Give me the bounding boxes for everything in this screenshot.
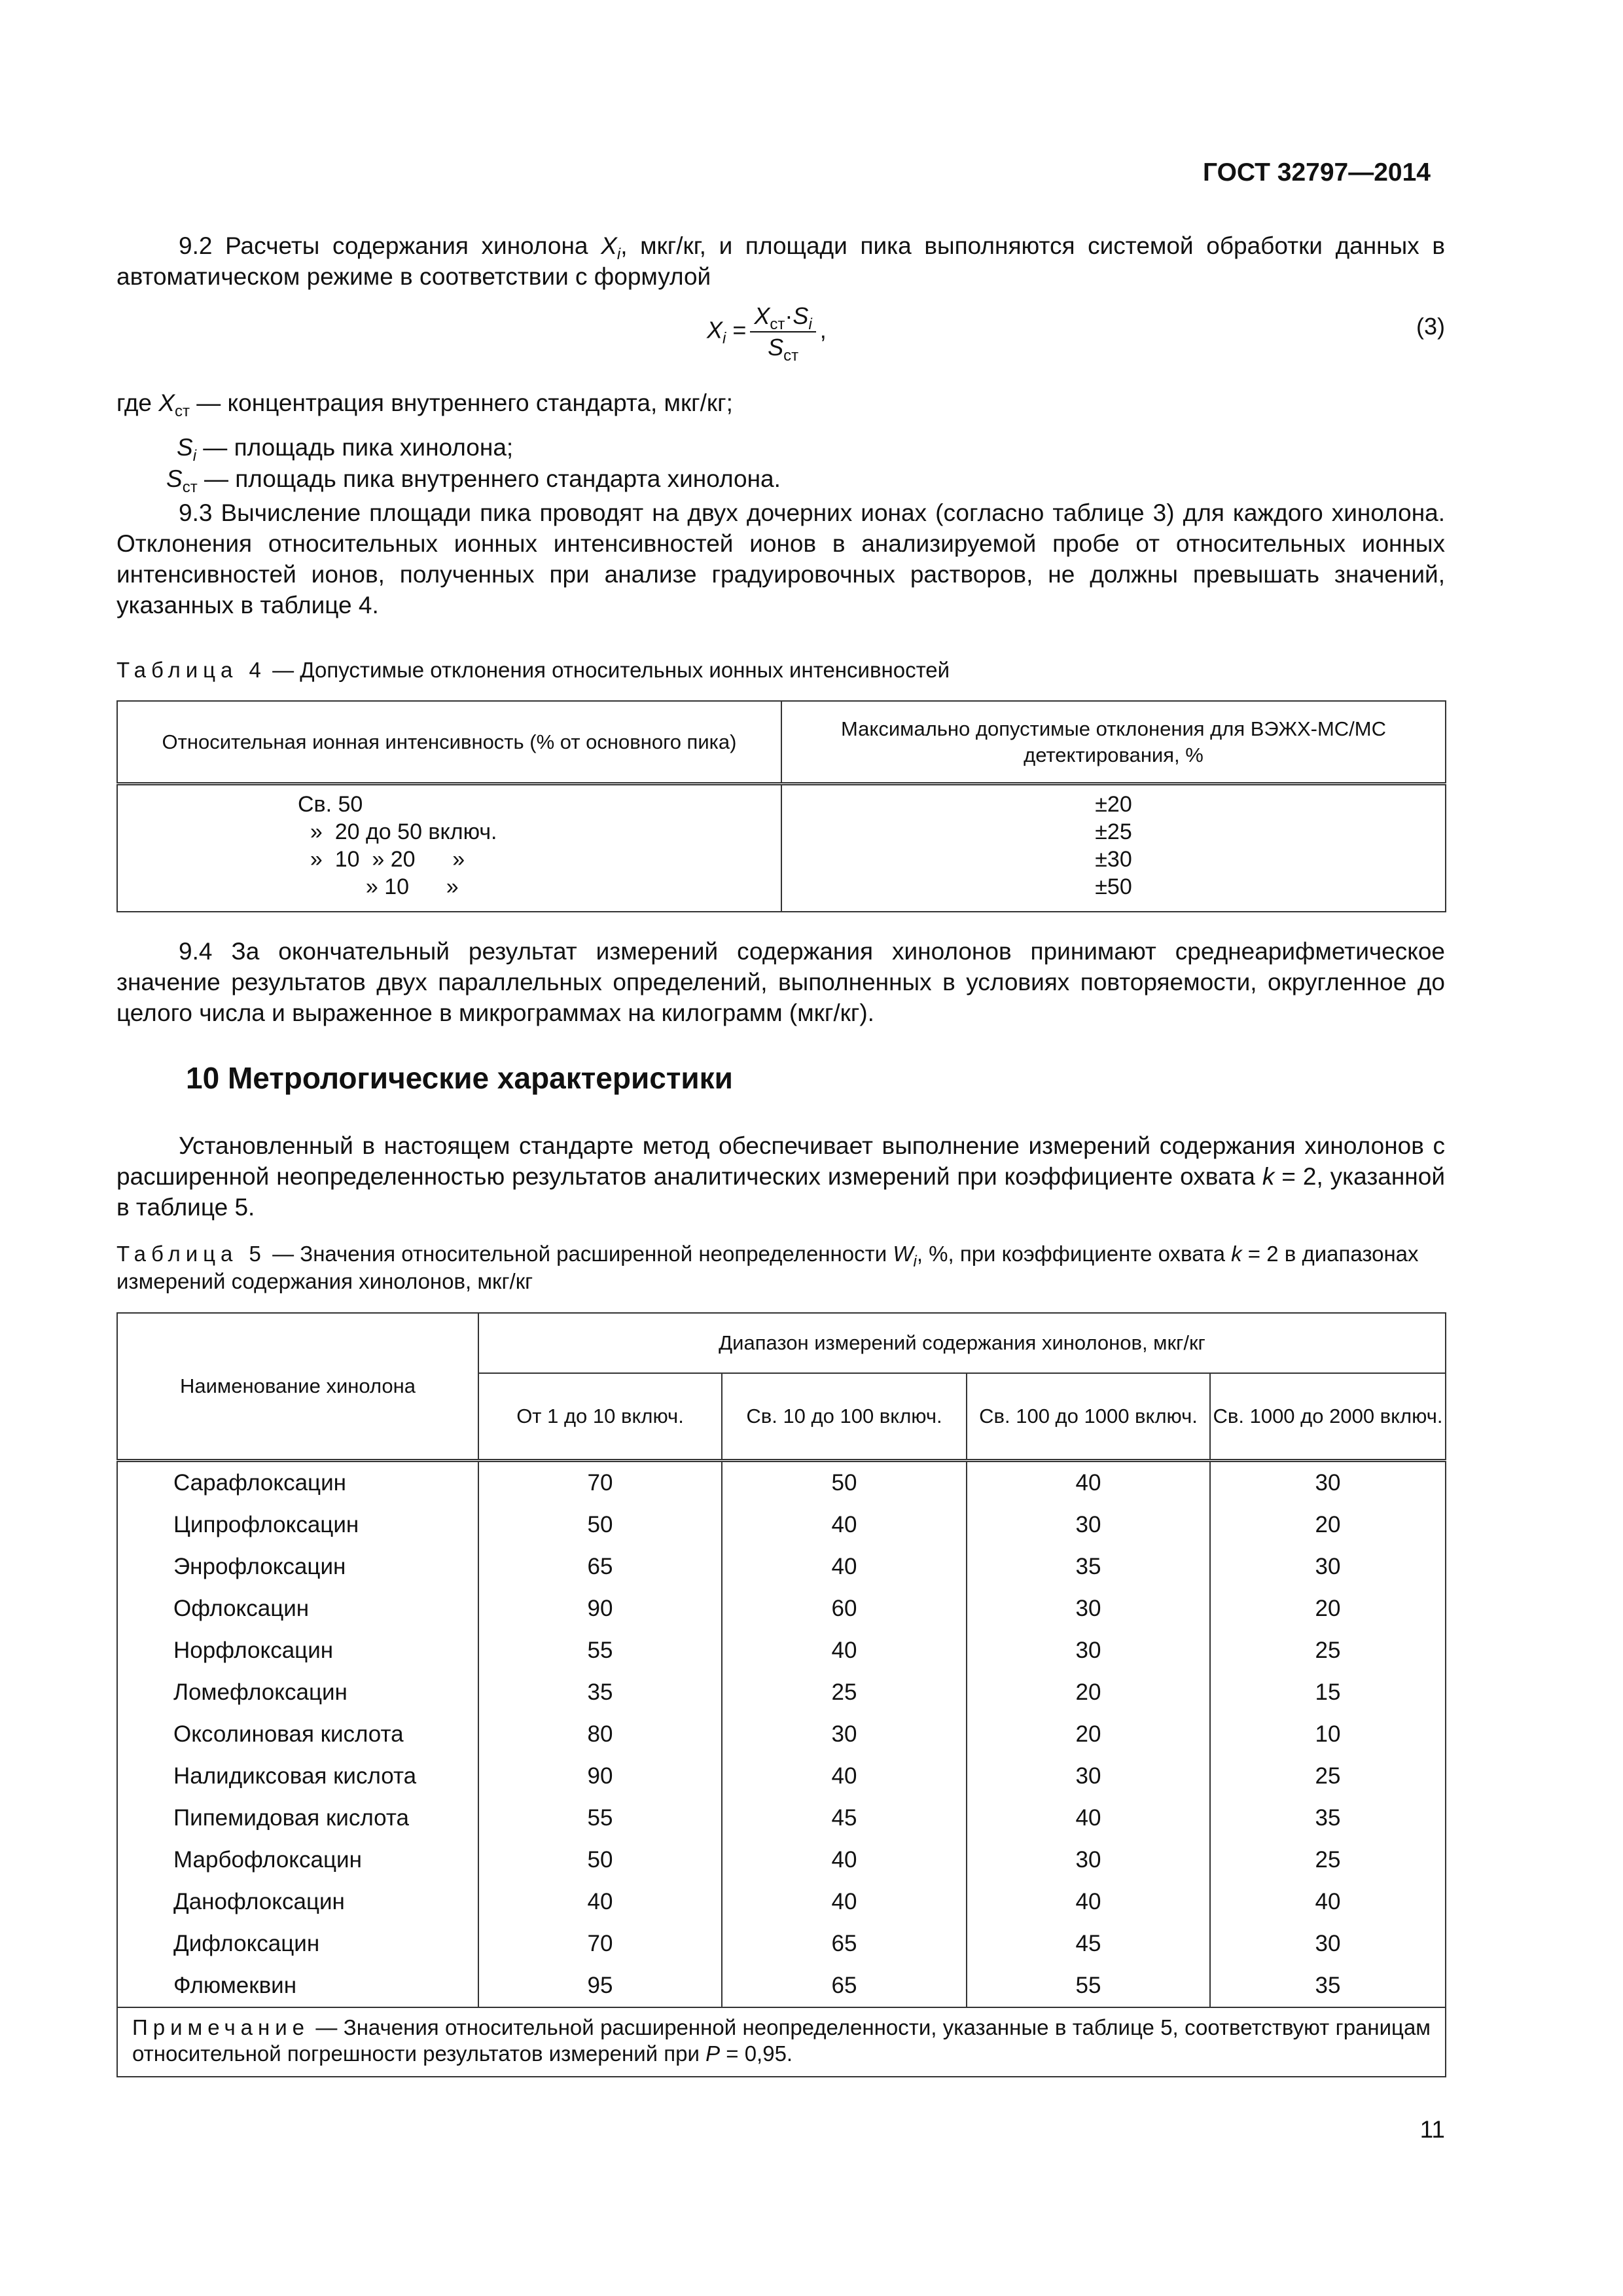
where-item-3: $S_{ст}$ — площадь пика внутреннего стандарта хинолона. [166,465,781,496]
value-cell: 60 [722,1588,967,1630]
value-cell: 30 [967,1588,1210,1630]
table4-ranges-cell [117,784,781,912]
document-code: ГОСТ 32797—2014 [1203,158,1431,187]
table5-row [117,1630,1446,1672]
value-cell: 35 [1210,1965,1446,2007]
table4-range: » 10 » 20 » [298,847,465,872]
value-cell: 20 [1210,1504,1446,1546]
value-cell: 40 [722,1546,967,1588]
table4-deviation: ±30 [1095,847,1132,872]
table4-deviation: ±20 [1095,792,1132,817]
quinolone-name: Офлоксацин [117,1588,478,1630]
table-5 [116,1312,1446,2077]
value-cell: 20 [967,1672,1210,1713]
value-cell: 35 [478,1672,722,1713]
quinolone-name: Дифлоксацин [117,1923,478,1965]
table4-caption: Таблица 4 — Допустимые отклонения относительных ионных интенсивностей [116,658,950,682]
value-cell: 30 [967,1630,1210,1672]
quinolone-name: Ципрофлоксацин [117,1504,478,1546]
quinolone-name: Сарафлоксацин [117,1461,478,1505]
value-cell: 55 [478,1797,722,1839]
value-cell: 50 [722,1461,967,1505]
quinolone-name: Энрофлоксацин [117,1546,478,1588]
value-cell: 15 [1210,1672,1446,1713]
table4-deviation: ±25 [1095,819,1132,844]
value-cell: 35 [1210,1797,1446,1839]
value-cell: 40 [722,1755,967,1797]
table5-caption: Таблица 5 — Значения относительной расширенной неопределенности $W_i$, %, при коэффициенте охвата k = 2 в диапазонах измерений содержания хинолонов, мкг/кг [116,1242,1419,1293]
value-cell: 25 [1210,1839,1446,1881]
value-cell: 30 [1210,1461,1446,1505]
table4-range: » 20 до 50 включ. [298,819,497,844]
value-cell: 35 [967,1546,1210,1588]
table5-header-col-1: От 1 до 10 включ. [478,1373,722,1461]
table5-row [117,1546,1446,1588]
table5-row [117,1461,1446,1505]
table5-header-col-2: Св. 10 до 100 включ. [722,1373,967,1461]
value-cell: 25 [722,1672,967,1713]
paragraph-9-2: 9.2 Расчеты содержания хинолона $X_i$, мкг/кг, и площади пика выполняются системой обработки данных в автоматическом режиме в соответствии с формулой [116,232,1446,290]
value-cell: 30 [1210,1546,1446,1588]
value-cell: 30 [967,1755,1210,1797]
value-cell: 40 [1210,1881,1446,1923]
table-4 [116,700,1446,912]
table5-row [117,1713,1446,1755]
formula-number: (3) [1416,313,1445,340]
quinolone-name: Марбофлоксацин [117,1839,478,1881]
quinolone-name: Норфлоксацин [117,1630,478,1672]
table5-row [117,1504,1446,1546]
quinolone-name: Флюмеквин [117,1965,478,2007]
value-cell: 40 [967,1881,1210,1923]
formula-3: $X_i$ = $\frac{X_{ст}\cdot S_i}{S_{ст}}$ , [707,302,827,365]
value-cell: 70 [478,1461,722,1505]
table5-header-name: Наименование хинолона [117,1313,478,1461]
value-cell: 50 [478,1504,722,1546]
value-cell: 50 [478,1839,722,1881]
table5-row [117,1881,1446,1923]
value-cell: 40 [967,1461,1210,1505]
value-cell: 20 [1210,1588,1446,1630]
table4-range: Св. 50 [298,792,363,817]
value-cell: 95 [478,1965,722,2007]
value-cell: 55 [478,1630,722,1672]
paragraph-9-4: 9.4 За окончательный результат измерений содержания хинолонов принимают среднеарифметическое значение результатов двух параллельных определений, выполненных в условиях повторяемости, округленное до целого числа и выраженное в микрограммах на килограмм (мкг/кг). [116,938,1445,1026]
quinolone-name: Пипемидовая кислота [117,1797,478,1839]
value-cell: 65 [478,1546,722,1588]
page-number: 11 [1419,2116,1445,2143]
table5-row [117,1965,1446,2007]
value-cell: 25 [1210,1755,1446,1797]
value-cell: 90 [478,1588,722,1630]
table4-header-deviation: Максимально допустимые отклонения для ВЭЖХ-МС/МС детектирования, % [781,701,1446,784]
value-cell: 25 [1210,1630,1446,1672]
value-cell: 30 [722,1713,967,1755]
formula-fraction: $\frac{X_{ст}\cdot S_i}{S_{ст}}$ [750,302,815,361]
quinolone-name: Оксолиновая кислота [117,1713,478,1755]
table5-header-col-4: Св. 1000 до 2000 включ. [1210,1373,1446,1461]
value-cell: 40 [722,1839,967,1881]
section-10-title: 10 Метрологические характеристики [186,1061,733,1095]
where-item-1: где $X_{ст}$ — концентрация внутреннего стандарта, мкг/кг; [116,389,733,420]
value-cell: 55 [967,1965,1210,2007]
where-item-2: $S_i$ — площадь пика хинолона; [177,434,514,465]
table5-row [117,1672,1446,1713]
value-cell: 65 [722,1923,967,1965]
table4-range: » 10 » [298,874,459,899]
value-cell: 30 [967,1504,1210,1546]
table5-row [117,1923,1446,1965]
value-cell: 10 [1210,1713,1446,1755]
table4-deviations-cell [781,784,1446,912]
table5-header-col-3: Св. 100 до 1000 включ. [967,1373,1210,1461]
table5-row [117,1797,1446,1839]
value-cell: 45 [722,1797,967,1839]
value-cell: 40 [478,1881,722,1923]
value-cell: 30 [1210,1923,1446,1965]
paragraph-10: Установленный в настоящем стандарте метод обеспечивает выполнение измерений содержания хинолонов с расширенной неопределенностью результатов аналитических измерений при коэффициенте охвата k = 2, указанной в таблице 5. [116,1132,1445,1221]
quinolone-name: Ломефлоксацин [117,1672,478,1713]
table4-deviation: ±50 [1095,874,1132,899]
value-cell: 45 [967,1923,1210,1965]
quinolone-name: Данофлоксацин [117,1881,478,1923]
quinolone-name: Налидиксовая кислота [117,1755,478,1797]
value-cell: 30 [967,1839,1210,1881]
table5-row [117,1755,1446,1797]
value-cell: 65 [722,1965,967,2007]
value-cell: 40 [967,1797,1210,1839]
value-cell: 80 [478,1713,722,1755]
value-cell: 20 [967,1713,1210,1755]
value-cell: 90 [478,1755,722,1797]
table5-note: Примечание — Значения относительной расширенной неопределенности, указанные в таблице 5, соответствуют границам относительной погрешности результатов измерений при P = 0,95. [117,2007,1446,2077]
value-cell: 40 [722,1881,967,1923]
table4-header-intensity: Относительная ионная интенсивность (% от основного пика) [117,701,781,784]
value-cell: 40 [722,1630,967,1672]
table5-note-row [117,2007,1446,2077]
value-cell: 40 [722,1504,967,1546]
table5-header-range: Диапазон измерений содержания хинолонов, мкг/кг [478,1313,1446,1373]
table5-row [117,1839,1446,1881]
value-cell: 70 [478,1923,722,1965]
table5-row [117,1588,1446,1630]
paragraph-9-3: 9.3 Вычисление площади пика проводят на двух дочерних ионах (согласно таблице 3) для каждого хинолона. Отклонения относительных ионных интенсивностей ионов в анализируемой пробе от относительных ионных интенсивностей ионов, полученных при анализе градуировочных растворов, не должны превышать значений, указанных в таблице 4. [116,499,1445,619]
